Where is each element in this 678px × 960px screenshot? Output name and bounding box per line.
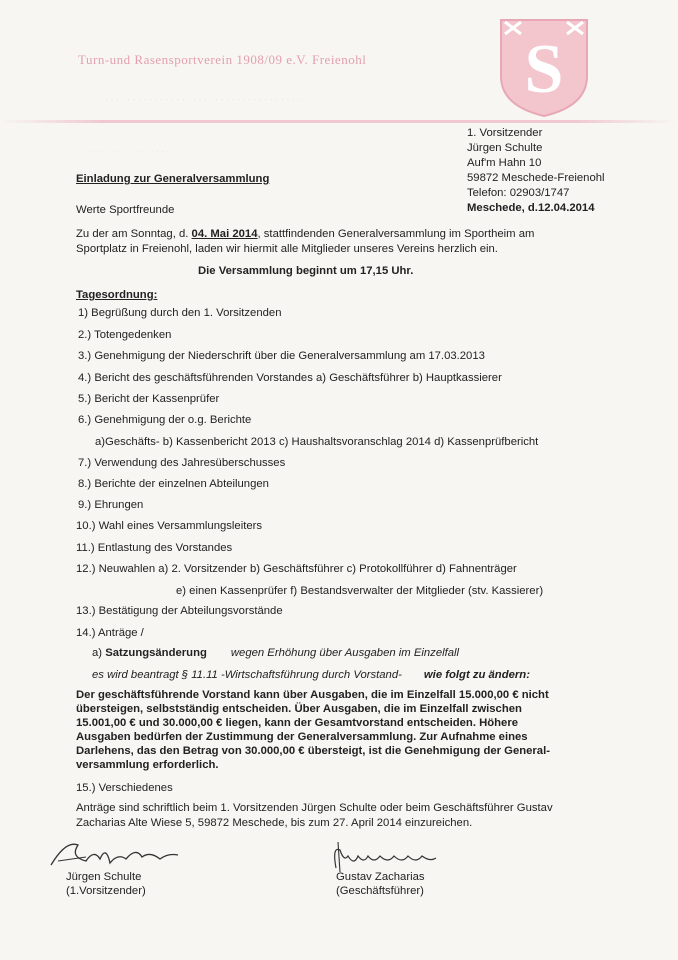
- agenda-item: 1) Begrüßung durch den 1. Vorsitzenden: [78, 307, 282, 319]
- sender-block: [467, 126, 605, 216]
- agenda-item: 11.) Entlastung des Vorstandes: [76, 542, 233, 554]
- intro-line-2: Sportplatz in Freienohl, laden wir hiermit alle Mitglieder unseres Vereins herzlich ein.: [76, 243, 498, 255]
- signature-schulte: [46, 835, 186, 875]
- agenda-item: 2.) Totengedenken: [78, 329, 172, 341]
- agenda-item: 7.) Verwendung des Jahresüberschusses: [78, 457, 286, 469]
- agenda-item: 14.) Anträge /: [76, 627, 144, 639]
- agenda-subitem: e) einen Kassenprüfer f) Bestandsverwalter der Mitglieder (stv. Kassierer): [176, 585, 544, 597]
- agenda-item: 9.) Ehrungen: [78, 499, 144, 511]
- sender-street: Auf'm Hahn 10: [467, 157, 542, 169]
- closing-line: Zacharias Alte Wiese 5, 59872 Meschede, bis zum 27. April 2014 einzureichen.: [76, 817, 473, 829]
- signatory-name-1: Jürgen Schulte: [66, 871, 142, 883]
- amendment-text-line: Der geschäftsführende Vorstand kann über Ausgaben, die im Einzelfall 15.000,00 € nicht: [76, 689, 549, 701]
- agenda-subitem: a)Geschäfts- b) Kassenbericht 2013 c) Haushaltsvoranschlag 2014 d) Kassenprüfbericht: [95, 436, 539, 448]
- amendment-label: Satzungsänderung: [105, 647, 207, 659]
- agenda-item: 5.) Bericht der Kassenprüfer: [78, 393, 220, 405]
- letter-title: Einladung zur Generalversammlung: [76, 173, 270, 185]
- amendment-line: [92, 646, 459, 660]
- meeting-date: 04. Mai 2014: [191, 228, 258, 240]
- signatory-role-2: (Geschäftsführer): [336, 885, 424, 897]
- agenda-heading: Tagesordnung:: [76, 289, 158, 301]
- salutation: Werte Sportfreunde: [76, 204, 175, 216]
- signature-zacharias: [318, 838, 448, 872]
- club-name: Turn-und Rasensportverein 1908/09 e.V. Freienohl: [78, 52, 367, 67]
- club-logo-icon: [497, 14, 591, 118]
- amendment-line-2: [92, 668, 530, 682]
- agenda-item: 15.) Verschiedenes: [76, 782, 173, 794]
- agenda-item: 10.) Wahl eines Versammlungsleiters: [76, 520, 263, 532]
- letterhead-subline: · · · · · · · · · · · · · · · · · · · · · · · · · · · · · · · · · · · ·: [105, 94, 301, 104]
- amendment-text-line: Darlehens, das den Betrag von 30.000,00 € übersteigt, ist die Genehmigung der General-: [76, 745, 550, 757]
- amendment-reason: wegen Erhöhung über Ausgaben im Einzelfall: [230, 647, 460, 659]
- amendment-text-line: übersteigen, selbstständig entscheiden. Über Ausgaben, die im Einzelfall zwischen: [76, 703, 522, 715]
- sender-place-date: Meschede, d.12.04.2014: [467, 202, 595, 214]
- signatory-role-1: (1.Vorsitzender): [66, 885, 146, 897]
- start-time: Die Versammlung beginnt um 17,15 Uhr.: [198, 265, 414, 277]
- amendment-motion-end: wie folgt zu ändern:: [423, 669, 530, 681]
- faint-sender-line: · · · · · · · · · · · · · · · · · · · · ·: [78, 147, 179, 156]
- agenda-item: 13.) Bestätigung der Abteilungsvorstände: [76, 605, 283, 617]
- intro-text-1: Zu der am Sonntag, d.: [76, 228, 192, 240]
- amendment-text-line: versammlung erforderlich.: [76, 759, 219, 771]
- sender-phone: Telefon: 02903/1747: [467, 187, 570, 199]
- sender-name: Jürgen Schulte: [467, 142, 543, 154]
- closing-line: Anträge sind schriftlich beim 1. Vorsitzenden Jürgen Schulte oder beim Geschäftsführer Gustav: [76, 802, 553, 814]
- intro-line-1: [76, 227, 534, 241]
- agenda-item: 12.) Neuwahlen a) 2. Vorsitzender b) Geschäftsführer c) Protokollführer d) Fahnenträger: [76, 563, 517, 575]
- intro-text-2: , stattfindenden Generalversammlung im Sportheim am: [257, 228, 535, 240]
- agenda-item: 4.) Bericht des geschäftsführenden Vorstandes a) Geschäftsführer b) Hauptkassierer: [78, 372, 502, 384]
- amendment-prefix: a): [92, 647, 106, 659]
- agenda-item: 6.) Genehmigung der o.g. Berichte: [78, 414, 252, 426]
- sender-role: 1. Vorsitzender: [467, 127, 543, 139]
- agenda-item: 8.) Berichte der einzelnen Abteilungen: [78, 478, 269, 490]
- agenda-item: 3.) Genehmigung der Niederschrift über die Generalversammlung am 17.03.2013: [78, 350, 485, 362]
- amendment-motion: es wird beantragt § 11.11 -Wirtschaftsführung durch Vorstand-: [92, 669, 402, 681]
- amendment-text-line: Ausgaben bedürfen der Zustimmung der Generalversammlung. Zur Aufnahme eines: [76, 731, 528, 743]
- logo-letter: S: [524, 31, 564, 108]
- letterhead-rule: [0, 120, 678, 123]
- signatory-name-2: Gustav Zacharias: [336, 871, 425, 883]
- amendment-text-line: 15.001,00 € und 30.000,00 € liegen, kann der Gesamtvorstand entscheiden. Höhere: [76, 717, 519, 729]
- sender-city: 59872 Meschede-Freienohl: [467, 172, 605, 184]
